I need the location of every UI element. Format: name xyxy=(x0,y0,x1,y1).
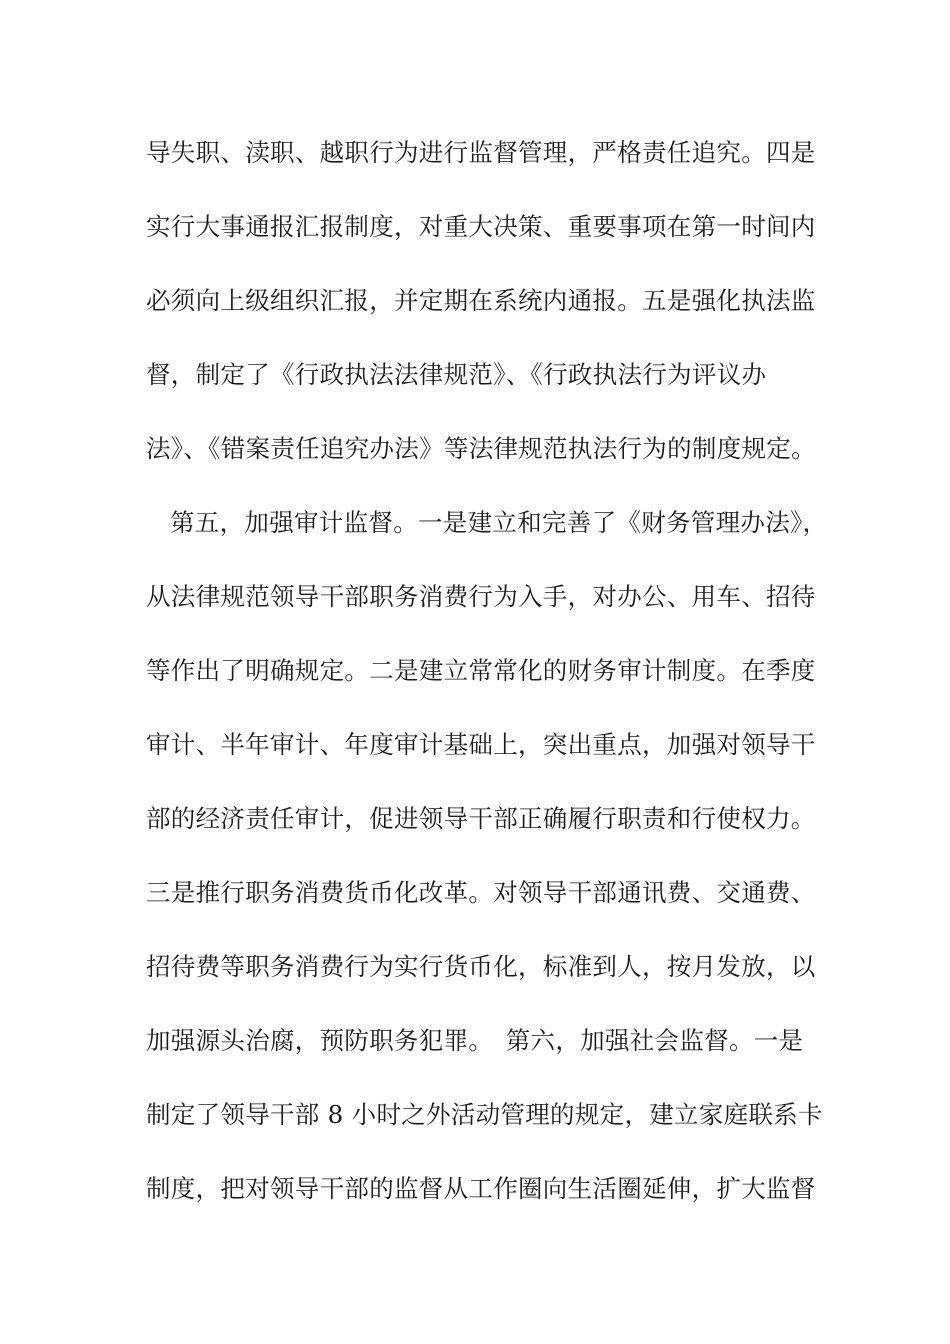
text-line-1: 导失职、渎职、越职行为进行监督管理，严格责任追究。四是 xyxy=(146,138,816,167)
text-line-2: 实行大事通报汇报制度，对重大决策、重要事项在第一时间内 xyxy=(146,212,816,241)
text-line-12: 招待费等职务消费行为实行货币化，标准到人，按月发放，以 xyxy=(146,952,816,981)
text-line-13: 加强源头治腐，预防职务犯罪。 第六，加强社会监督。一是 xyxy=(146,1026,804,1055)
text-line-9: 审计、半年审计、年度审计基础上，突出重点，加强对领导干 xyxy=(146,730,816,759)
text-line-14: 制定了领导干部 8 小时之外活动管理的规定，建立家庭联系卡 xyxy=(146,1100,823,1129)
text-line-6: 第五，加强审计监督。一是建立和完善了《财务管理办法》， xyxy=(170,508,828,537)
text-line-7: 从法律规范领导干部职务消费行为入手，对办公、用车、招待 xyxy=(146,582,816,611)
text-line-5: 法》、《错案责任追究办法》等法律规范执法行为的制度规定。 xyxy=(146,434,816,463)
text-line-3: 必须向上级组织汇报，并定期在系统内通报。五是强化执法监 xyxy=(146,286,816,315)
text-line-15: 制度，把对领导干部的监督从工作圈向生活圈延伸，扩大监督 xyxy=(146,1174,816,1203)
text-line-10: 部的经济责任审计，促进领导干部正确履行职责和行使权力。 xyxy=(146,804,816,833)
body-text xyxy=(146,128,826,1238)
text-line-8: 等作出了明确规定。二是建立常常化的财务审计制度。在季度 xyxy=(146,656,816,685)
text-line-4: 督，制定了《行政执法法律规范》、《行政执法行为评议办 xyxy=(146,360,767,389)
text-line-11: 三是推行职务消费货币化改革。对领导干部通讯费、交通费、 xyxy=(146,878,816,907)
